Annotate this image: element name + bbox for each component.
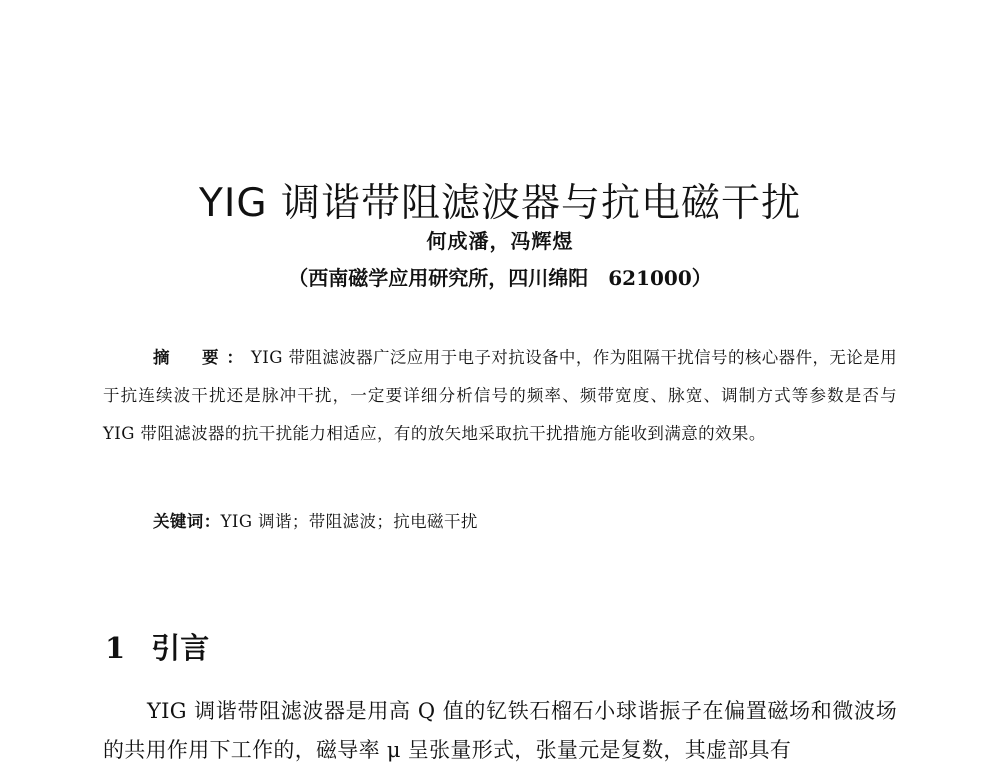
paper-affiliation: （西南磁学应用研究所，四川绵阳 621000）	[288, 266, 712, 290]
paper-authors: 何成潘，冯辉煜	[426, 229, 574, 253]
abstract-text: YIG 带阻滤波器广泛应用于电子对抗设备中，作为阻隔干扰信号的核心器件，无论是用于抗连续波干扰还是脉冲干扰，一定要详细分析信号的频率、频带宽度、脉宽、调制方式等参数是否与 YIG 带阻滤波器的抗干扰能力相适应，有的放矢地采取抗干扰措施方能收到满意的效果。	[103, 348, 897, 443]
paper-title: YIG 调谐带阻滤波器与抗电磁干扰	[199, 181, 801, 227]
keywords-text: YIG 调谐；带阻滤波；抗电磁干扰	[220, 512, 478, 531]
section-body-paragraph: YIG 调谐带阻滤波器是用高 Q 值的钇铁石榴石小球谐振子在偏置磁场和微波场的共用作用下工作的，磁导率 μ 呈张量形式，张量元是复数，其虚部具有	[103, 699, 897, 762]
section-number: 1	[105, 631, 126, 666]
keywords-line	[153, 503, 897, 541]
abstract-label: 摘 要：	[153, 348, 252, 367]
keywords-label: 关键词：	[153, 512, 221, 531]
section-heading	[105, 626, 209, 670]
section-title: 引言	[151, 631, 210, 666]
abstract-paragraph	[103, 339, 897, 453]
